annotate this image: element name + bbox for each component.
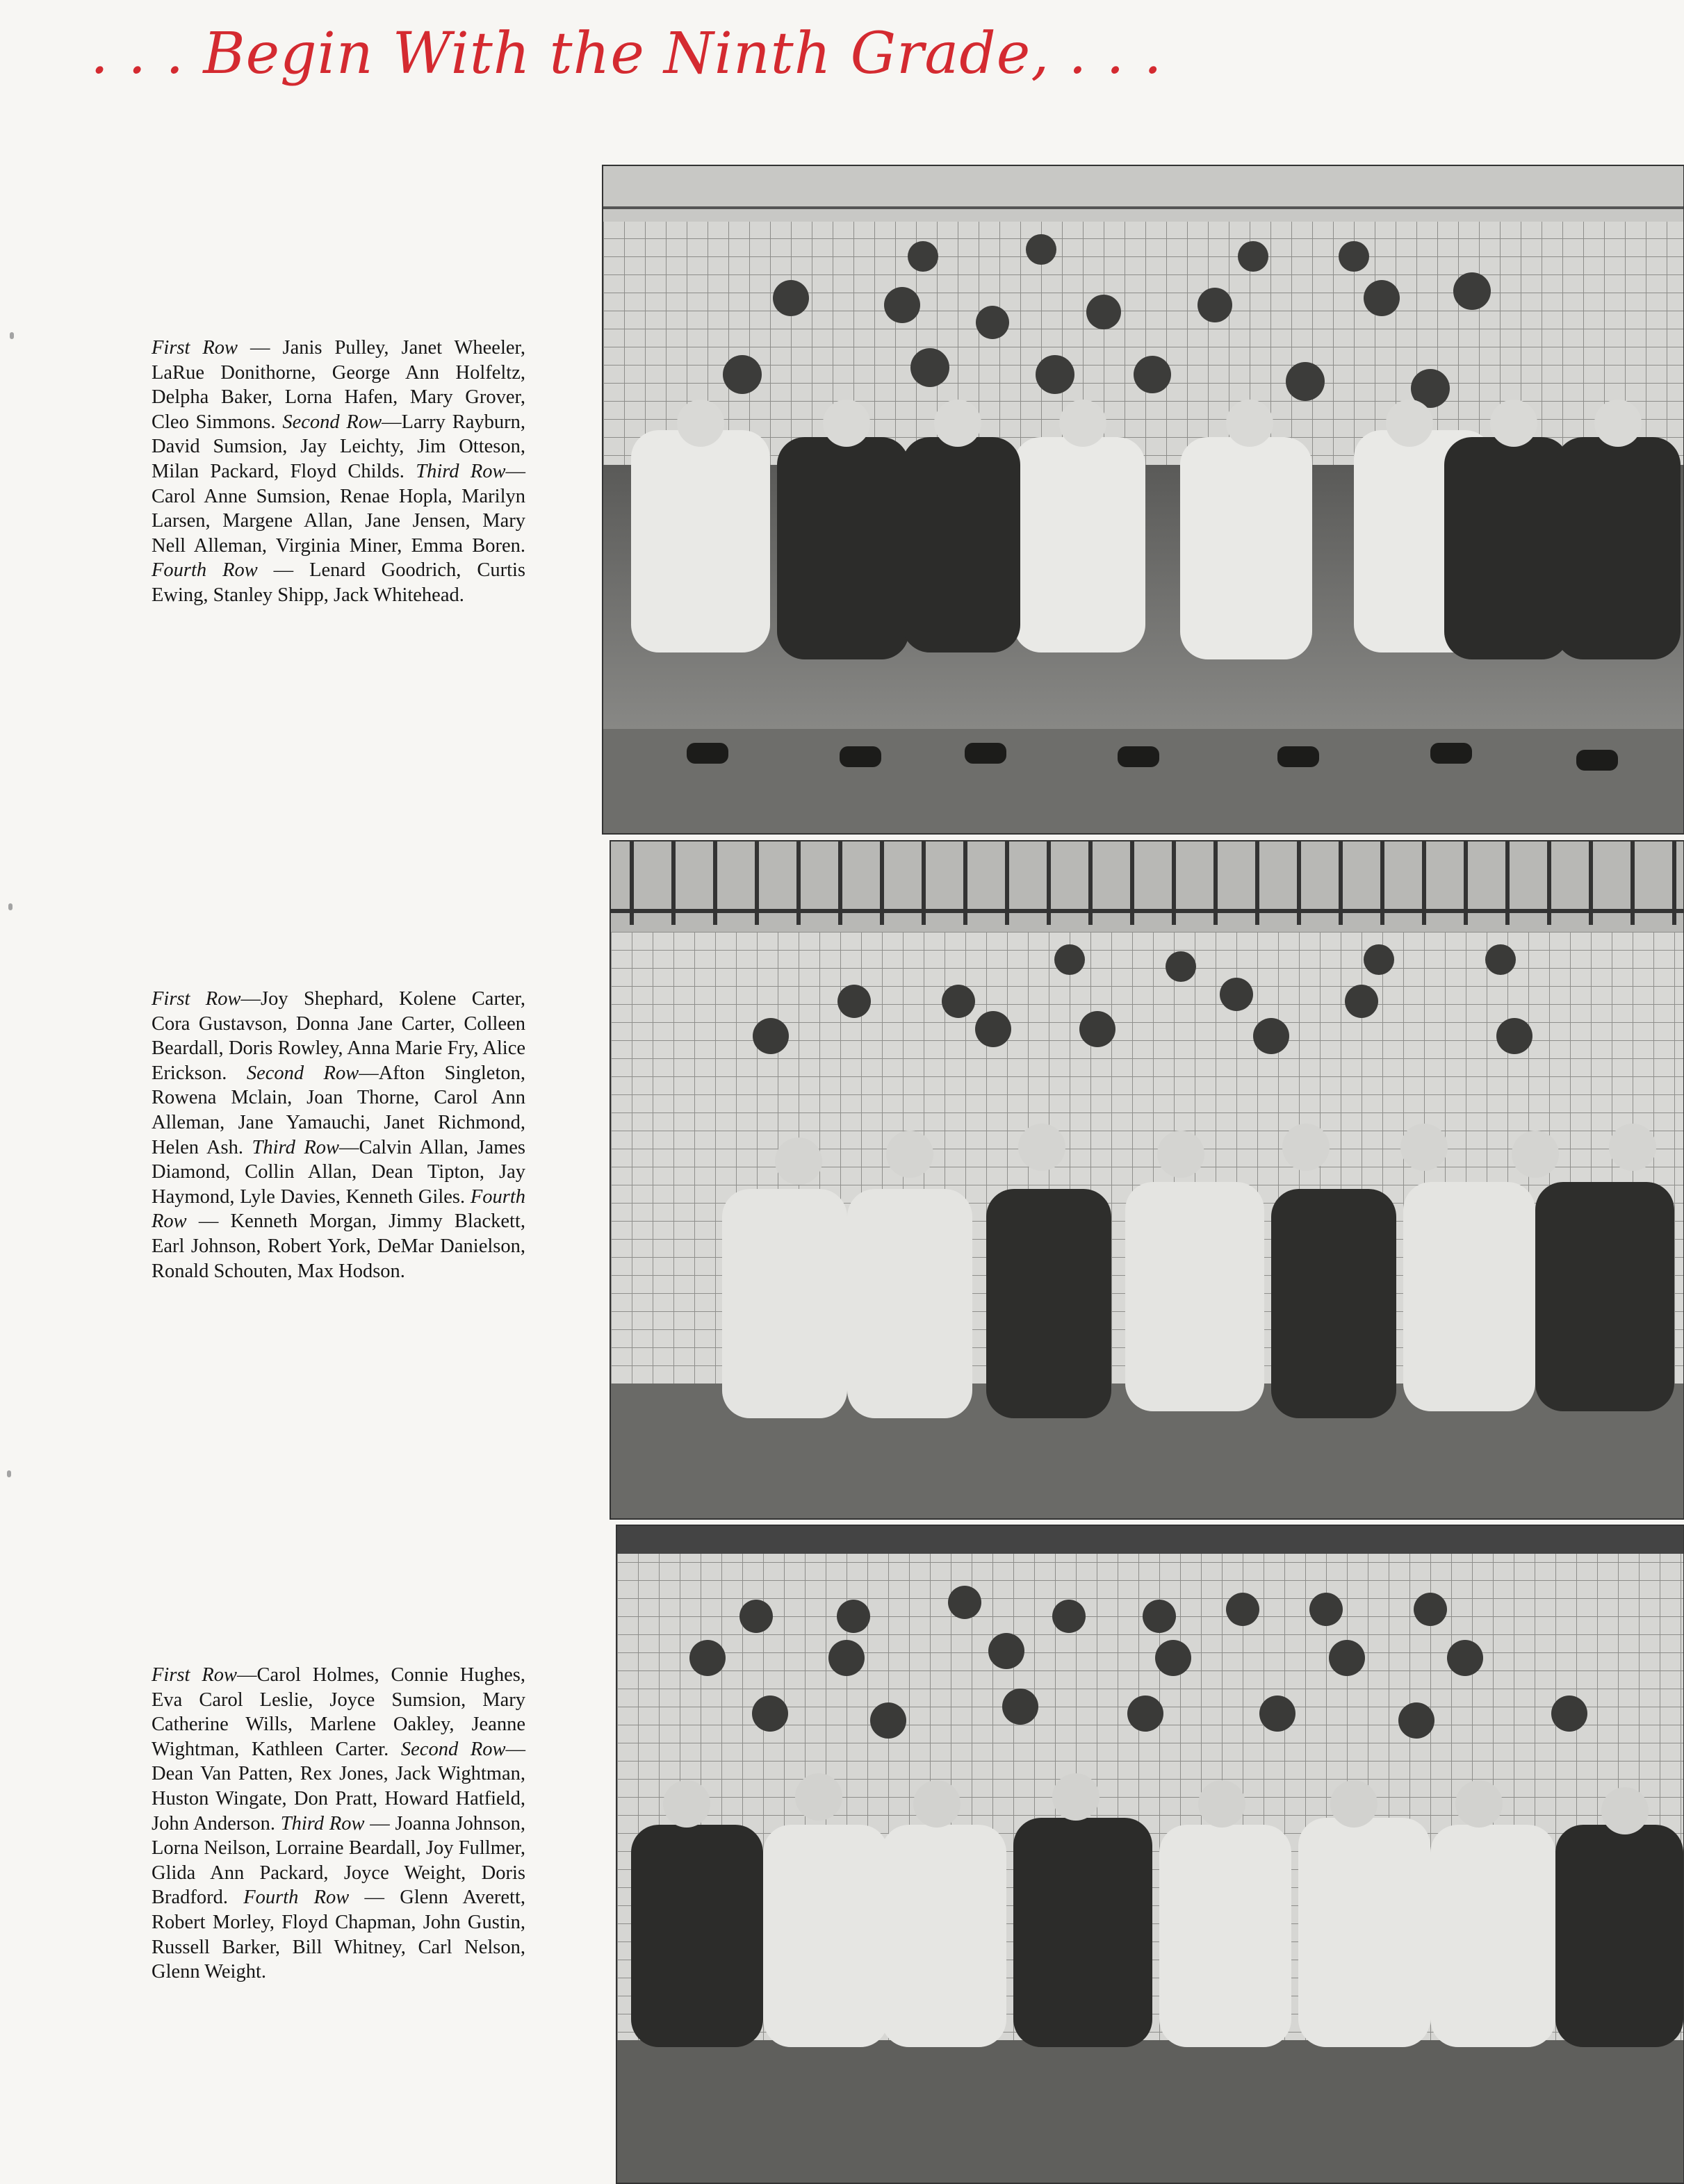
row-names: Carol Holmes, Connie Hughes, Eva Carol Leslie, Joyce Sumsion, Mary Catherine Wills, Marlene Oakley, Jeanne Wightman, Kathleen Carter. [152, 1664, 525, 1760]
row-names: Calvin Allan, James Diamond, Collin Allan, Dean Tipton, Jay Haymond, Lyle Davies, Kenneth Giles. [152, 1136, 526, 1208]
row-names: Carol Anne Sumsion, Renae Hopla, Marilyn Larsen, Margene Allan, Jane Jensen, Mary Nell Alleman, Virginia Miner, Emma Boren. [152, 485, 525, 557]
row-names: Dean Van Patten, Rex Jones, Jack Wightman, Huston Wingate, Don Pratt, Howard Hatfield, John Anderson. [152, 1763, 525, 1834]
class-photo-3 [616, 1525, 1684, 2184]
row-names: Joanna Johnson, Lorna Neilson, Lorraine Beardall, Joy Fullmer, Glida Ann Packard, Joyce Weight, Doris Bradford. [152, 1812, 525, 1909]
row-label: Second Row [282, 411, 382, 433]
row-label: First Row [152, 337, 238, 359]
caption-block-1: First Row — Janis Pulley, Janet Wheeler, LaRue Donithorne, George Ann Holfeltz, Delpha Baker, Lorna Hafen, Mary Grover, Cleo Simmons. Second Row—Larry Rayburn, David Sumsion, Jay Leichty, Jim Otteson, Milan Packard, Floyd Childs. Third Row—Carol Anne Sumsion, Renae Hopla, Marilyn Larsen, Margene Allan, Jane Jensen, Mary Nell Alleman, Virginia Miner, Emma Boren. Fourth Row — Lenard Goodrich, Curtis Ewing, Stanley Shipp, Jack Whitehead. [152, 337, 526, 606]
row-label: Third Row [252, 1136, 339, 1158]
row-names: Larry Rayburn, David Sumsion, Jay Leichty, Jim Otteson, Milan Packard, Floyd Childs. [152, 411, 525, 482]
row-names: Kenneth Morgan, Jimmy Blackett, Earl Johnson, Robert York, DeMar Danielson, Ronald Schouten, Max Hodson. [152, 1210, 526, 1282]
row-label: Third Row [280, 1812, 365, 1834]
margin-speck [7, 1470, 11, 1477]
page-title: . . . Begin With the Ninth Grade, . . . [90, 21, 1163, 87]
row-names: Lenard Goodrich, Curtis Ewing, Stanley Shipp, Jack Whitehead. [152, 559, 526, 606]
row-label: Fourth Row [152, 1185, 526, 1233]
row-label: Second Row [400, 1738, 506, 1760]
caption-block-3: First Row—Carol Holmes, Connie Hughes, Eva Carol Leslie, Joyce Sumsion, Mary Catherine Wills, Marlene Oakley, Jeanne Wightman, Kathleen Carter. Second Row—Dean Van Patten, Rex Jones, Jack Wightman, Huston Wingate, Don Pratt, Howard Hatfield, John Anderson. Third Row — Joanna Johnson, Lorna Neilson, Lorraine Beardall, Joy Fullmer, Glida Ann Packard, Joyce Weight, Doris Bradford. Fourth Row — Glenn Averett, Robert Morley, Floyd Chapman, John Gustin, Russell Barker, Bill Whitney, Carl Nelson, Glenn Weight. [152, 1664, 526, 1983]
row-label: First Row [152, 1664, 238, 1686]
row-label: Third Row [416, 460, 506, 482]
row-names: Glenn Averett, Robert Morley, Floyd Chapman, John Gustin, Russell Barker, Bill Whitney, Carl Nelson, Glenn Weight. [152, 1887, 525, 1983]
row-label: Fourth Row [152, 559, 258, 582]
margin-speck [8, 903, 13, 910]
row-names: Joy Shephard, Kolene Carter, Cora Gustavson, Donna Jane Carter, Colleen Beardall, Doris Rowley, Anna Marie Fry, Alice Erickson. [152, 988, 525, 1084]
class-photo-1 [602, 165, 1684, 835]
caption-block-2: First Row—Joy Shephard, Kolene Carter, Cora Gustavson, Donna Jane Carter, Colleen Beardall, Doris Rowley, Anna Marie Fry, Alice Erickson. Second Row—Afton Singleton, Rowena Mclain, Joan Thorne, Carol Ann Alleman, Jane Yamauchi, Janet Richmond, Helen Ash. Third Row—Calvin Allan, James Diamond, Collin Allan, Dean Tipton, Jay Haymond, Lyle Davies, Kenneth Giles. Fourth Row — Kenneth Morgan, Jimmy Blackett, Earl Johnson, Robert York, DeMar Danielson, Ronald Schouten, Max Hodson. [152, 988, 526, 1282]
row-label: Second Row [246, 1062, 359, 1084]
class-photo-2 [610, 840, 1684, 1520]
row-names: Afton Singleton, Rowena Mclain, Joan Thorne, Carol Ann Alleman, Jane Yamauchi, Janet Richmond, Helen Ash. [152, 1062, 525, 1158]
row-label: First Row [152, 988, 241, 1010]
row-label: Fourth Row [243, 1887, 350, 1909]
row-names: Janis Pulley, Janet Wheeler, LaRue Donithorne, George Ann Holfeltz, Delpha Baker, Lorna Hafen, Mary Grover, Cleo Simmons. [152, 337, 525, 433]
margin-speck [10, 332, 14, 339]
